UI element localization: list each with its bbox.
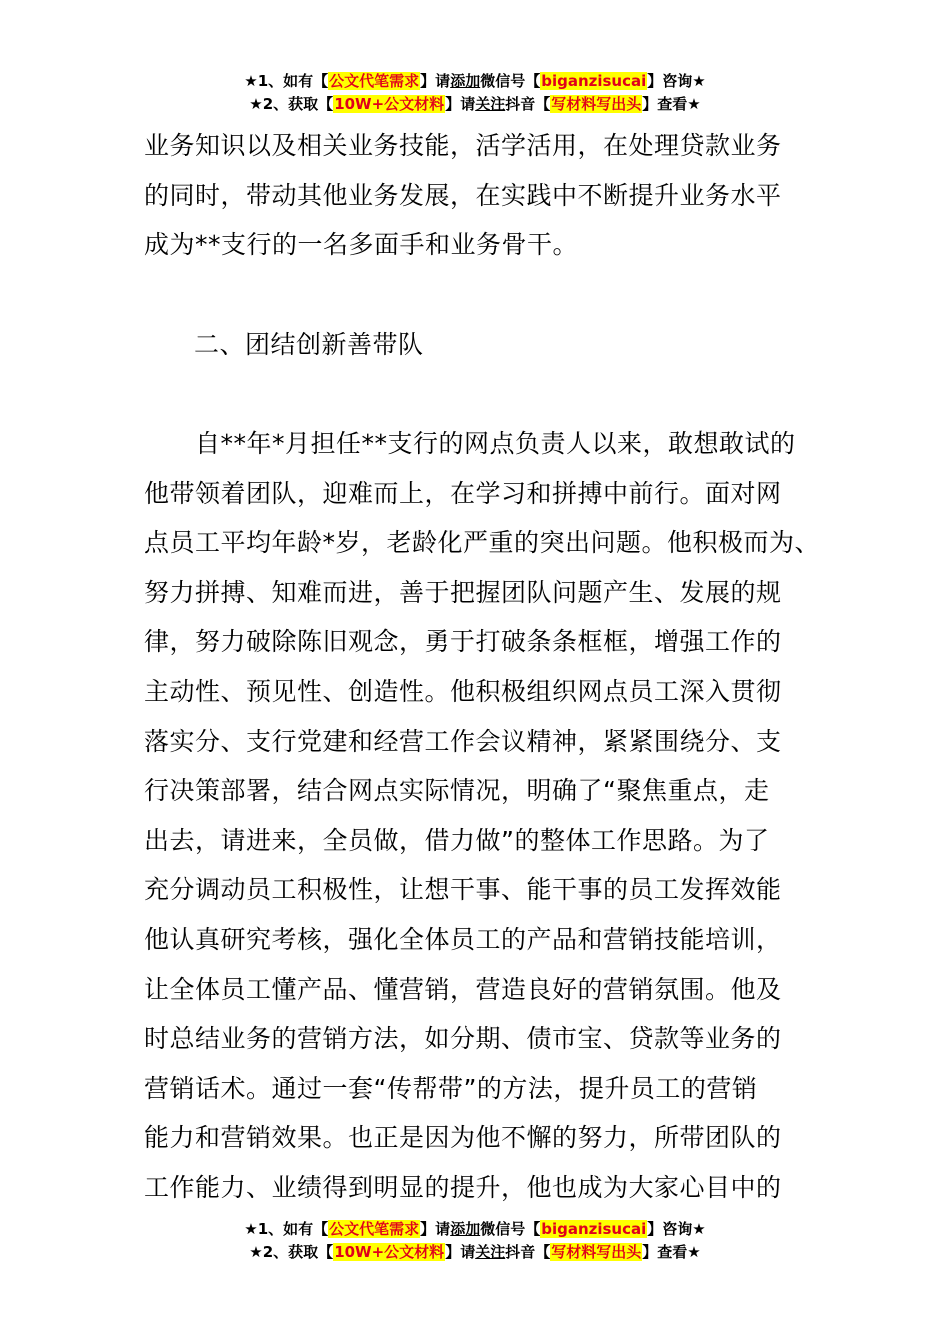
paragraph-2 bbox=[144, 419, 821, 1213]
highlight-materials: 10W+公文材料 bbox=[334, 1243, 445, 1261]
banner-line-2: ★2、获取【10W+公文材料】请关注抖音【写材料写出头】查看★ bbox=[249, 1243, 701, 1261]
text-line: 主动性、预见性、创造性。他积极组织网点员工深入贯彻 bbox=[144, 676, 782, 706]
banner-line-1: ★1、如有【公文代笔需求】请添加微信号【biganzisucai】咨询★ bbox=[244, 1220, 706, 1238]
text-line: 点员工平均年龄*岁，老龄化严重的突出问题。他积极而为、 bbox=[144, 528, 821, 558]
highlight-service: 公文代笔需求 bbox=[329, 72, 420, 90]
text-line: 充分调动员工积极性，让想干事、能干事的员工发挥效能 bbox=[144, 875, 782, 905]
text-line: 的同时，带动其他业务发展，在实践中不断提升业务水平 bbox=[144, 180, 782, 210]
text-line: 营销话术。通过一套“传帮带”的方法，提升员工的营销 bbox=[144, 1073, 758, 1103]
text-line: 他带领着团队，迎难而上，在学习和拼搏中前行。面对网 bbox=[144, 478, 782, 508]
text-line: 业务知识以及相关业务技能，活学活用，在处理贷款业务 bbox=[144, 131, 782, 160]
heading-text: 二、团结创新善带队 bbox=[194, 330, 424, 359]
text-line: 能力和营销效果。也正是因为他不懈的努力，所带团队的 bbox=[144, 1123, 782, 1153]
text-line: 自**年*月担任**支行的网点负责人以来，敢想敢试的 bbox=[144, 429, 796, 458]
banner-line-1: ★1、如有【公文代笔需求】请添加微信号【biganzisucai】咨询★ bbox=[244, 72, 706, 90]
text-line: 落实分、支行党建和经营工作会议精神，紧紧围绕分、支 bbox=[144, 726, 782, 756]
paragraph-1 bbox=[144, 121, 814, 270]
highlight-materials: 10W+公文材料 bbox=[334, 95, 445, 113]
highlight-douyin-id: 写材料写出头 bbox=[551, 95, 642, 113]
text-line: 律，努力破除陈旧观念，勇于打破条条框框，增强工作的 bbox=[144, 627, 782, 657]
banner-line-2: ★2、获取【10W+公文材料】请关注抖音【写材料写出头】查看★ bbox=[249, 95, 701, 113]
text-line: 让全体员工懂产品、懂营销，营造良好的营销氛围。他及 bbox=[144, 974, 782, 1004]
highlight-wechat-id: biganzisucai bbox=[541, 72, 647, 90]
highlight-wechat-id: biganzisucai bbox=[541, 1220, 647, 1238]
text-line: 他认真研究考核，强化全体员工的产品和营销技能培训， bbox=[144, 924, 782, 954]
text-line: 时总结业务的营销方法，如分期、债市宝、贷款等业务的 bbox=[144, 1024, 782, 1054]
text-line: 努力拼搏、知难而进，善于把握团队问题产生、发展的规 bbox=[144, 577, 782, 607]
highlight-service: 公文代笔需求 bbox=[329, 1220, 420, 1238]
text-line: 工作能力、业绩得到明显的提升，他也成为大家心目中的 bbox=[144, 1172, 782, 1202]
highlight-douyin-id: 写材料写出头 bbox=[551, 1243, 642, 1261]
text-line: 行决策部署，结合网点实际情况，明确了“聚焦重点，走 bbox=[144, 776, 770, 806]
text-line: 成为**支行的一名多面手和业务骨干。 bbox=[144, 230, 579, 260]
header-banner bbox=[0, 70, 950, 116]
footer-banner bbox=[0, 1218, 950, 1264]
text-line: 出去，请进来，全员做，借力做”的整体工作思路。为了 bbox=[144, 825, 770, 855]
section-heading bbox=[144, 320, 814, 370]
